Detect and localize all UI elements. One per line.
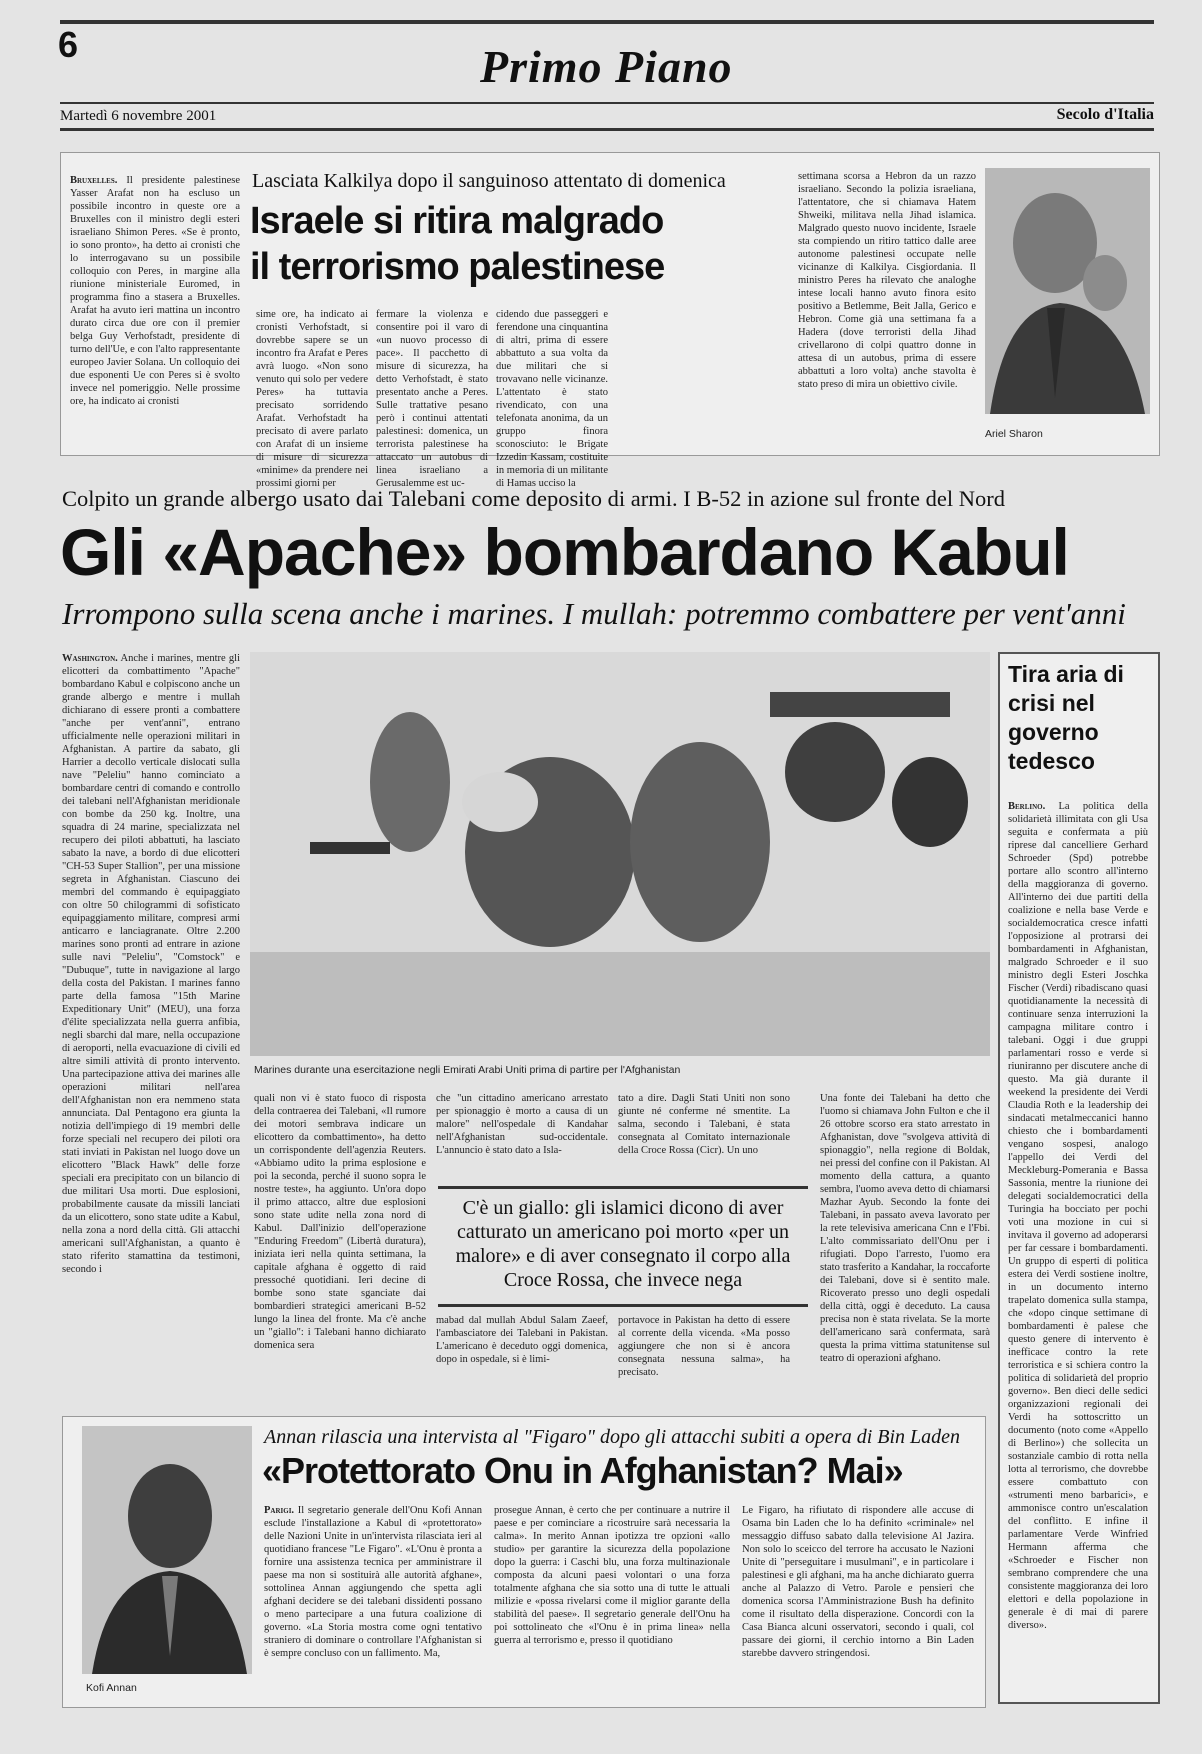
main-dateline: Washington. — [62, 653, 118, 664]
annan-kicker: Annan rilascia una intervista al "Figaro" dopo gli attacchi subiti a opera di Bin Laden — [264, 1426, 961, 1448]
main-column-1 — [62, 652, 240, 1407]
israel-column-3: fermare la violenza e consentire poi il varo di «un nuovo processo di pace». Il pacchetto di misure di sicurezza, ha detto Verhofstadt, è stato presentato anche a Peres. Sulle trattative pesano però i continui attentati palestinesi: domenica, un terrorista palestinese ha attaccato un autobus di linea israeliano a Gerusalemme est uc- — [376, 309, 488, 489]
sidebar-dateline: Berlino. — [1008, 801, 1046, 812]
marines-caption: Marines durante una esercitazione negli Emirati Arabi Uniti prima di partire per l'Afghanistan — [254, 1064, 681, 1076]
israel-column-4: cidendo due passeggeri e ferendone una cinquantina di altri, prima di essere abbattuto a sua volta da due militari che si trovavano nelle vicinanze. L'attentato è stato rivendicato, con una telefonata anonima, da un gruppo finora sconosciuto: le Brigate Izzedin Kassam, costituite in memoria di un militante di Hamas ucciso la — [496, 309, 608, 489]
annan-dateline: Parigi. — [264, 1505, 295, 1516]
sharon-caption: Ariel Sharon — [985, 428, 1043, 440]
main-column-4-cont: portavoce in Pakistan ha detto di essere al corrente della vicenda. «Ma posso aggiungere che non si è ancora consegnata nessuna salma», ha precisato. — [618, 1315, 790, 1378]
main-column-3: che "un cittadino americano arrestato per spionaggio è morto a causa di un malore" nell'ospedale di Kandahar nell'Afghanistan sud-occidentale. L'annuncio è stato dato a Isla- — [436, 1093, 608, 1156]
annan-photo — [82, 1426, 252, 1674]
israel-lead-column — [70, 174, 240, 449]
main-headline: Gli «Apache» bombardano Kabul — [60, 515, 1069, 589]
sidebar-body: La politica della solidarietà illimitata con gli Usa seguita e confermata a più riprese dal cancelliere Gerhard Schroeder (Spd) potrebbe portare allo scontro all'interno della maggioranza di governo. All'interno dei due partiti della coalizione e nella base Verde e socialdemocratica cresce infatti l'opposizione al protrarsi dei bombardamenti in Afghanistan, malgrado Schroeder e il suo ministro degli Esteri Joschka Fischer (Verdi) ribadiscano quasi quotidianamente la necessità di continuare senza interruzioni la campagna militare contro i talebani. Oggi i due gruppi parlamentari rosso e verde si riuniranno per discutere anche di questo. Ma già durante il weekend la presidente dei Verdi Claudia Roth e la leadership dei sindacati metalmeccanici hanno chiesto che i bombardamenti vengano sospesi, analogo l'appello dei Verdi del Meckleburg-Pomerania e Bassa Sassonia, mentre la riunione dei delegati socialdemocratici della Turingia ha bocciato per pochi voti una mozione in cui si invitava il governo ad adoperarsi per far cessare i bombardamenti. Un gruppo di esperti di politica estera dei Verdi sostiene inoltre, in un documento interno trapelato domenica sulla stampa, che «dopo cinque settimane di bombardamenti è palese che questo genere di intervento è inefficace contro la rete terroristica e si schiera contro la politica di solidarietà del proprio governo». Ben dieci delle sedici organizzazioni regionali dei Verdi ha sottoscritto un documento (noto come «Appello di Berlino») che sollecita un sostanziale cambio di rotta nella lotta al terrorismo, che dovrebbe essere combattuto con «strumenti meno barbarici», e ammonisce contro un'escalation del conflitto. E infine il parlamentare Verde Winfried Hermann afferma che «Schroeder e Fischer non sembrano comprendere che una consistente maggioranza dei loro elettori e della popolazione in generale è di mai di parere diverso». — [1008, 801, 1148, 1631]
israel-kicker: Lasciata Kalkilya dopo il sanguinoso attentato di domenica — [252, 170, 726, 192]
main-column-3-cont: mabad dal mullah Abdul Salam Zaeef, l'ambasciatore dei Talebani in Pakistan. L'americano è deceduto oggi domenica, dopo in ospedale, si è limi- — [436, 1315, 608, 1365]
annan-column-3: Le Figaro, ha rifiutato di rispondere alle accuse di Osama bin Laden che lo ha definito «criminale» nel messaggio diffuso sabato dalla televisione Al Jazira. Non solo lo sceicco del terrore ha accusato le Nazioni Unite di "perseguitare i musulmani", e in particolare i palestinesi e gli afghani, ma ha anche dichiarato guerra anche al Palazzo di Vetro. Parole e pensieri che domenica scorsa l'Amministrazione Bush ha definito come il risultato della disperazione. Concordi con la Casa Bianca alcuni osservatori, secondo i quali, col passare dei giorni, il cerchio intorno a Bin Laden starebbe davvero stringendosi. — [742, 1505, 974, 1659]
sharon-portrait-image — [985, 168, 1150, 414]
annan-lead-text: Il segretario generale dell'Onu Kofi Annan esclude l'installazione a Kabul di «protettorato» delle Nazioni Unite in un'intervista rilasciata ieri al quotidiano francese "Le Figaro". «L'Onu è pronta a fornire una assistenza tecnica per amministrare il paese ma non si sostituirà alle autorità afghane», sottolinea Annan aggiungendo che spetta agli afghani decidere se dei talebani dissidenti possano o meno partecipare a una futura coalizione di governo. «La Storia mostra come ogni tentativo straniero di dominare o controllare l'Afghanistan si è sempre concluso con un fallimento. Ma, — [264, 1505, 482, 1659]
main-kicker: Colpito un grande albergo usato dai Talebani come deposito di armi. I B-52 in azione sul fronte del Nord — [62, 486, 1005, 511]
main-column-2: quali non vi è stato fuoco di risposta della contraerea dei Talebani, «Il rumore dei motori sembrava indicare un elicottero da combattimento», ha detto un corrispondente dell'agenzia Reuters. «Abbiamo udito la prima esplosione e poi la seconda, perché il suono sopra le nostre teste», ha aggiunto. Un'ora dopo il primo attacco, altre due esplosioni sono state udite nella zona nord di Kabul. Dall'inizio dell'operazione "Enduring Freedom" (Libertà duratura), iniziata ieri nella quinta settimana, la capitale afghana è oggetto di raid pressoché quotidiani. Ieri decine di bombe sono state sganciate dai bombardieri strategici americani B-52 lungo la linea del fronte. Ma c'è anche un "giallo": i Talebani hanno dichiarato domenica sera — [254, 1093, 426, 1351]
section-title: Primo Piano — [480, 41, 733, 92]
israel-headline-2: il terrorismo palestinese — [250, 246, 665, 288]
pullquote-rule-bottom — [438, 1304, 808, 1307]
sharon-photo — [985, 168, 1150, 414]
lead-text: Il presidente palestinese Yasser Arafat non ha escluso un possibile incontro in queste ore a Bruxelles con il ministro degli esteri israeliano Shimon Peres. «Se è pronto, io sono pronto», ha detto ai cronisti che lo interrogavano su un possibile colloquio con Peres, in margine alla riunione ministeriale Euromed, in programma fino a stasera a Bruxelles. Arafat ha avuto ieri mattina un incontro durato circa due ore con il premier belga Guy Verhofstadt, presidente di turno dell'Ue, e con l'alto rappresentante europeo Javier Solana. Un colloquio dei due esponenti Ue con Peres si è svolto invece nel pomeriggio. Nelle prossime ore, ha indicato ai cronisti — [70, 175, 240, 407]
marines-exercise-image — [250, 652, 990, 1056]
marines-photo — [250, 652, 990, 1056]
annan-portrait-image — [82, 1426, 252, 1674]
annan-column-1 — [264, 1504, 482, 1700]
annan-column-2: prosegue Annan, è certo che per continuare a nutrire il paese e per cominciare a ricostruire sarà necessaria la calma». In merito Annan ipotizza tre opzioni «allo studio» per garantire la sicurezza della popolazione dopo la guerra: i Caschi blu, una forza multinazionale composta da alcuni paesi volontari o una forza totalmente afghana che sia sotto una di tutte le attuali milizie e «possa rivelarsi come il miglior garante della stabilità del paese». Il segretario generale dell'Onu ha poi sottolineato che «l'Onu è in prima linea» nella guerra al terrorismo e, presso il quotidiano — [494, 1505, 730, 1646]
main-subhead: Irrompono sulla scena anche i marines. I mullah: potremmo combattere per vent'anni — [62, 596, 1126, 631]
pullquote-rule-top — [438, 1186, 808, 1189]
main-column-5: Una fonte dei Talebani ha detto che l'uomo si chiamava John Fulton e che il 26 ottobre scorso era stato arrestato in Afghanistan, dove "svolgeva attività di spionaggio", nella regione di Boldak, nei pressi del confine con il Pakistan. Al momento della cattura, a quanto sembra, l'uomo aveva detto di chiamarsi Mazhar Ayub. Secondo la fonte dei Talebani, in passato aveva lavorato per la rete televisiva americana Cnn e l'Fbi. L'alto commissariato dell'Onu per i rifugiati. Dopo l'arresto, l'uomo era stato trasferito a Kandahar, la roccaforte dei Talebani, dove si è sentito male. Ricoverato presso uno degli ospedali della città, oggi è deceduto. La causa precisa non è stata rivelata. Se la morte dell'americano sarà confermata, sarà questa la prima vittima statunitense sul teatro di operazioni afghano. — [820, 1093, 990, 1364]
header-rule — [60, 102, 1154, 104]
main-lead-text: Anche i marines, mentre gli elicotteri da combattimento "Apache" bombardano Kabul e colpiscono anche un grande albergo e mentre i mullah dichiarano di essere pronti a combattere "anche per vent'anni", entrano ufficialmente nelle operazioni militari in Afghanistan. A partire da sabato, gli Harrier a decollo verticale dislocati sulla nave "Peleliu" hanno cominciato a bombardare centri di comando e controllo dei talebani nell'Afghanistan meridionale con bombe da 250 kg. Inoltre, una squadra di 24 marine, specializzata nel recupero dei piloti abbattuti, ha lasciato sabato la nave, a bordo di due elicotteri "CH-53 Super Stallion", per una missione segreta in Afghanistan. Ciascuno dei membri del commando è equipaggiato con oltre 50 chilogrammi di sofisticato equipaggiamento militare, compresi armi anticarro e lanciagranate. Oltre 2.200 marines sono pronti ad entrare in azione sulle navi "Peleliu", "Comstock" e "Dubuque", tutte in navigazione al largo della costa del Pakistan. I marines fanno parte della famosa "15th Marine Expeditionary Unit" (MEU), una forza d'élite specializzata nella guerra anfibia, negli sbarchi dal mare, nella occupazione di aeroporti, nella evacuazione di civili ed altre simili attività di pronto intervento. Una partecipazione attiva dei marines alle operazioni militari nell'area dell'Afghanistan non era nemmeno stata annunciata. Dal Pentagono era giunta la notizia dell'impiego di 19 membri delle forze speciali nel recupero dei piloti ora stati inviati in Pakistan nel luogo dove un elicottero "Black Hawk" delle forze speciali era precipitato con un bilancio di due militari Usa morti. Due esplosioni, probabilmente causate da missili lanciati da un elicottero, sono state udite a Kabul, nella zona a nord della città. Gli attacchi americani sull'Afghanistan, a quanto è stato riferito stamattina da testimoni, secondo i — [62, 653, 240, 1275]
israel-column-2: sime ore, ha indicato ai cronisti Verhofstadt, si dovrebbe sapere se un incontro fra Arafat e Peres avrà luogo. «Non sono venuto qui solo per vedere Peres» ha tuttavia precisato sorridendo Arafat. Verhofstadt ha precisato di avere parlato con Arafat di un insieme di misure di sicurezza «minime» da prendere nei prossimi giorni per — [256, 309, 368, 489]
pullquote: C'è un giallo: gli islamici dicono di aver catturato un americano poi morto «per un malore» e di aver consegnato il corpo alla Croce Rossa, che invece nega — [455, 1197, 791, 1291]
annan-caption: Kofi Annan — [86, 1682, 137, 1694]
main-column-4: tato a dire. Dagli Stati Uniti non sono giunte né conferme né smentite. La salma, secondo i Talebani, è stata consegnata al Comitato internazionale della Croce Rossa (Cicr). Un uno — [618, 1093, 790, 1156]
dateline: Bruxelles. — [70, 175, 118, 186]
header-bottom-rule — [60, 128, 1154, 131]
israel-column-5: settimana scorsa a Hebron da un razzo israeliano. Secondo la polizia israeliana, l'attentatore, che si chiamava Hatem Shweiki, militava nella Jihad islamica. Malgrado questo nuovo incidente, Israele sta compiendo un ritiro tattico dalle aree autonome palestinesi occupate nelle vicinanze di Kalkilya. Cisgiordania. Il ministro Peres ha rilevato che analoghe intese locali hanno avuto finora esito positivo a Betlemme, Beit Jalla, Gerico e Hebron. Come già una settimana fa a Hadera (dove terroristi della Jihad crivellarono di colpi quattro donne in attesa di un autobus, prima di essere abbattuti a loro volta) anche stavolta è stato preso di mira un obiettivo civile. — [798, 171, 976, 390]
issue-date: Martedì 6 novembre 2001 — [60, 108, 217, 124]
sidebar-headline: Tira aria di crisi nel governo tedesco — [1008, 661, 1124, 774]
israel-headline-1: Israele si ritira malgrado — [250, 200, 664, 242]
masthead: Secolo d'Italia — [1056, 106, 1154, 123]
sidebar-text — [1008, 800, 1148, 1692]
page-number: 6 — [58, 24, 79, 65]
annan-headline: «Protettorato Onu in Afghanistan? Mai» — [262, 1450, 903, 1491]
top-rule — [60, 20, 1154, 24]
